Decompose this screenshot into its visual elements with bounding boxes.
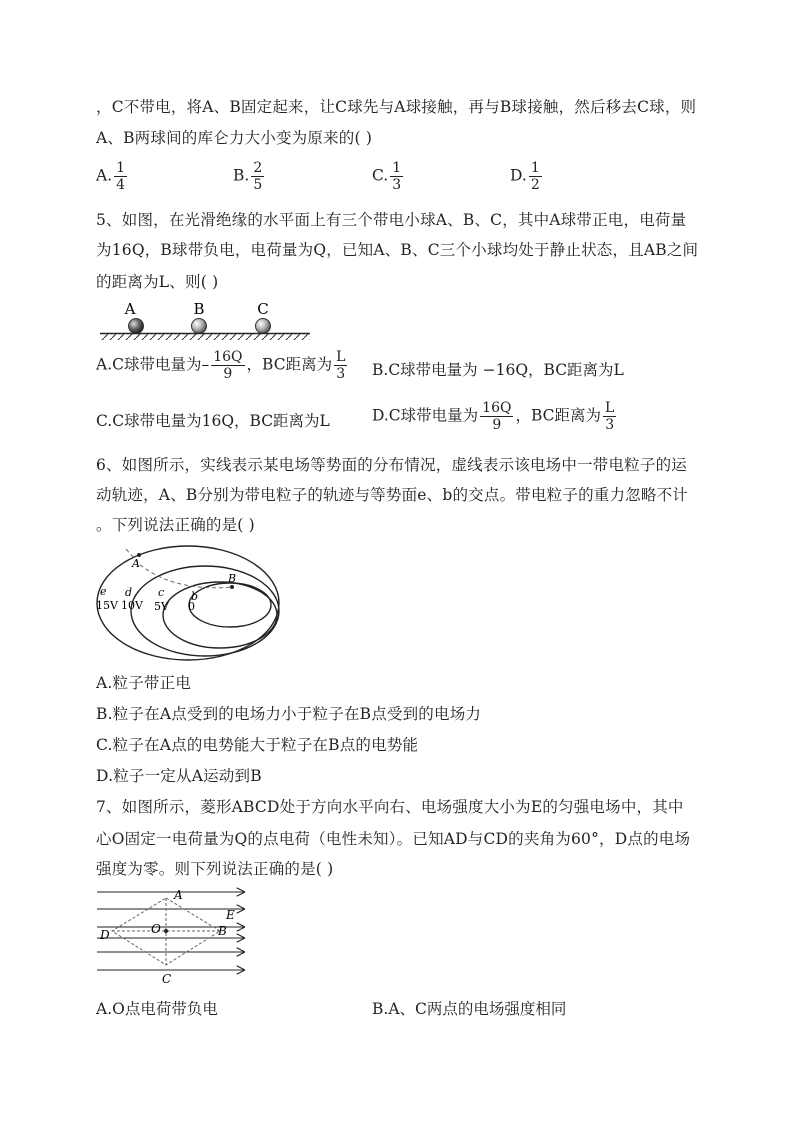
q7-line-2: 心O固定一电荷量为Q的点电荷（电性未知）。已知AD与CD的夹角为60°，D点的电场: [96, 830, 691, 848]
q7-line-1: 7、如图所示，菱形ABCD处于方向水平向右、电场强度大小为E的匀强电场中，其中: [96, 798, 684, 816]
fraction: $\frac{16Q}{9}$: [482, 400, 512, 433]
q4-option-d[interactable]: D. $\frac{1}{2}$: [510, 160, 540, 193]
label-b-point: B: [228, 572, 237, 585]
center-charge-dot: [164, 929, 168, 933]
q6-figure-equipotentials: [94, 544, 284, 664]
q4-option-c[interactable]: C. $\frac{1}{3}$: [372, 160, 402, 193]
point-b-dot: [230, 585, 234, 589]
q6-line-1: 6、如图所示，实线表示某电场等势面的分布情况，虚线表示该电场中一带电粒子的运: [96, 456, 687, 474]
label-5v: 5V: [154, 600, 169, 613]
ball-label-a: A: [124, 300, 136, 318]
label-e: e: [100, 585, 107, 598]
q4-line-2: A、B两球间的库仑力大小变为原来的( ): [96, 129, 373, 147]
label-15v: 15V: [96, 599, 118, 612]
ball-label-c: C: [257, 300, 269, 318]
q6-option-c[interactable]: C.粒子在A点的电势能大于粒子在B点的电势能: [96, 736, 419, 754]
label-c: C: [162, 972, 172, 986]
ball-c: [256, 319, 271, 334]
q5-option-a[interactable]: A.C球带电量为– $\frac{16Q}{9}$ ，BC距离为 $\frac{L}{3}$: [96, 349, 346, 382]
q4-line-1: ，C不带电，将A、B固定起来，让C球先与A球接触，再与B球接触，然后移去C球，则: [96, 98, 697, 116]
ball-b: [192, 319, 207, 334]
label-b: b: [191, 590, 199, 603]
label-a: A: [174, 888, 183, 902]
q5-option-d[interactable]: D.C球带电量为 $\frac{16Q}{9}$ ，BC距离为 $\frac{L}{3}$: [372, 400, 615, 433]
fraction: $\frac{L}{3}$: [605, 400, 615, 433]
q7-figure-rhombus: [94, 884, 250, 990]
q6-option-d[interactable]: D.粒子一定从A运动到B: [96, 767, 262, 785]
q7-option-b[interactable]: B.A、C两点的电场强度相同: [372, 1000, 567, 1018]
label-c: c: [158, 586, 165, 599]
q7-line-3: 强度为零。则下列说法正确的是( ): [96, 860, 334, 878]
label-b: B: [218, 924, 227, 938]
equipotential-c: [163, 582, 277, 648]
fraction: $\frac{1}{2}$: [530, 160, 540, 193]
q4-option-a[interactable]: A. $\frac{1}{4}$: [96, 160, 126, 193]
ball-a: [129, 319, 144, 334]
label-10v: 10V: [121, 599, 143, 612]
label-o: O: [151, 922, 161, 936]
q5-figure: [96, 298, 312, 342]
q4-option-b[interactable]: B. $\frac{2}{5}$: [233, 160, 263, 193]
q5-line-3: 的距离为L、则( ): [96, 273, 219, 291]
label-e: E: [226, 908, 235, 922]
q6-line-2: 动轨迹，A、B分别为带电粒子的轨迹与等势面e、b的交点。带电粒子的重力忽略不计: [96, 486, 688, 504]
q6-line-3: 。下列说法正确的是( ): [96, 516, 255, 534]
label-a: A: [132, 557, 140, 570]
q6-option-b[interactable]: B.粒子在A点受到的电场力小于粒子在B点受到的电场力: [96, 705, 482, 723]
q5-option-b[interactable]: B.C球带电量为 −16Q，BC距离为L: [372, 361, 624, 379]
fraction: $\frac{1}{3}$: [392, 160, 402, 193]
q5-line-2: 为16Q，B球带负电，电荷量为Q，已知A、B、C三个小球均处于静止状态，且AB之间: [96, 241, 699, 259]
label-0: 0: [188, 600, 195, 613]
equipotential-b: [189, 583, 271, 627]
q5-option-c[interactable]: C.C球带电量为16Q，BC距离为L: [96, 412, 330, 430]
q7-option-a[interactable]: A.O点电荷带负电: [96, 1000, 218, 1018]
label-d: D: [100, 928, 110, 942]
fraction: $\frac{1}{4}$: [116, 160, 126, 193]
fraction: $\frac{16Q}{9}$: [213, 349, 243, 382]
q6-option-a[interactable]: A.粒子带正电: [96, 674, 192, 692]
ground-hatch: [100, 334, 310, 340]
q5-line-1: 5、如图，在光滑绝缘的水平面上有三个带电小球A、B、C，其中A球带正电，电荷量: [96, 211, 687, 229]
label-d: d: [125, 586, 133, 599]
fraction: $\frac{L}{3}$: [336, 349, 346, 382]
ball-label-b: B: [193, 300, 205, 318]
fraction: $\frac{2}{5}$: [253, 160, 263, 193]
